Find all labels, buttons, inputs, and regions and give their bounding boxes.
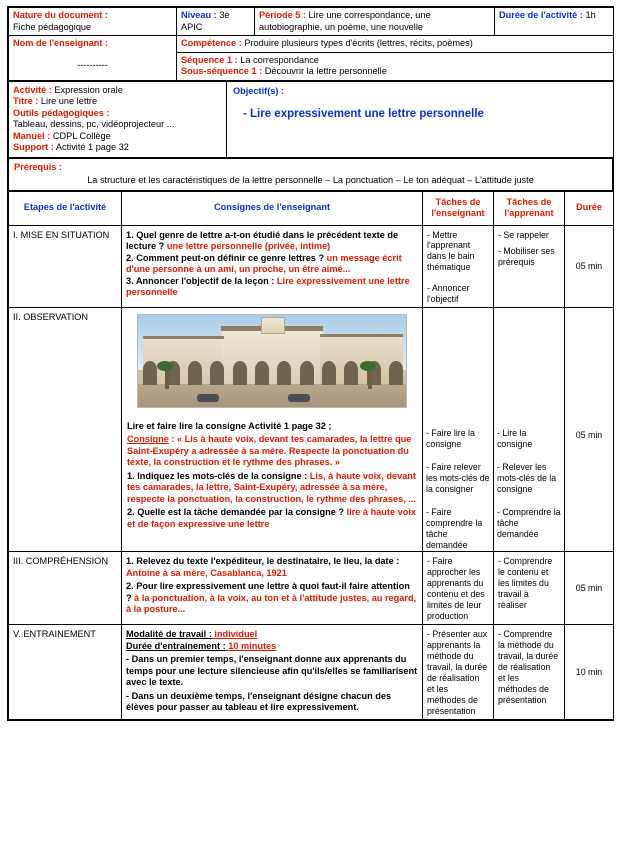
task-item: - Présenter aux apprenants la méthode du travail, la durée de réalisation et les méthodes de présentation bbox=[427, 629, 488, 717]
task-item: - Faire relever les mots-clés de la consigner bbox=[426, 462, 490, 495]
competence-cell bbox=[177, 36, 613, 52]
duration-cell bbox=[495, 8, 614, 36]
support-label: Support : bbox=[13, 142, 54, 152]
table-row bbox=[9, 308, 614, 552]
period-value: Lire une correspondance, une autobiographie, un poème, une nouvelle bbox=[259, 10, 431, 32]
instruction-answer: une lettre personnelle (privée, intime) bbox=[166, 241, 331, 251]
stage-name-entrainement: V. ENTRAINEMENT bbox=[9, 625, 122, 720]
competence-block bbox=[177, 36, 614, 81]
photo-roof-left bbox=[143, 336, 223, 340]
teacher-name-cell bbox=[9, 36, 177, 58]
task-item: - Comprendre la méthode du travail, la durée de réalisation et les méthodes de présentation bbox=[498, 629, 559, 706]
competence-table bbox=[177, 36, 613, 80]
task-item: - Faire approcher les apprenants du contenu et des limites de leur production bbox=[427, 556, 485, 622]
photo-car bbox=[288, 394, 310, 402]
instruction-num: 2. bbox=[126, 581, 137, 592]
photo-arch bbox=[210, 361, 224, 385]
task-item: - Faire comprendre la tâche demandée bbox=[426, 507, 483, 551]
doc-type-value: Fiche pédagogique bbox=[13, 21, 92, 32]
teacher-name-label: Nom de l'enseignant : bbox=[13, 38, 109, 48]
table-row bbox=[9, 225, 614, 308]
table-row bbox=[9, 552, 614, 625]
instruction-text: Quelle est la tâche demandée par la consigne ? bbox=[137, 507, 347, 518]
sequence-row bbox=[177, 52, 613, 80]
prerequisites-table bbox=[8, 158, 613, 191]
task-item: - Comprendre la tâche demandée bbox=[497, 507, 561, 540]
prerequisites-label: Prérequis : bbox=[14, 161, 62, 172]
duration-entrainement: 10 min bbox=[565, 625, 614, 720]
instruction-text: Comment peut-on définir ce genre lettres ? bbox=[136, 252, 327, 263]
training-duration-value: 10 minutes bbox=[225, 640, 277, 651]
duration-value: 05 min bbox=[575, 430, 603, 441]
photo-building-square bbox=[137, 314, 407, 408]
work-mode-value: individuel bbox=[211, 629, 258, 640]
photo-ground bbox=[138, 384, 406, 408]
teacher-name-value-cell bbox=[9, 58, 177, 80]
subsequence-label: Sous-séquence 1 : bbox=[181, 66, 263, 76]
training-step: - Dans un deuxième temps, l'enseignant désigne chacun des élèves pour passer au tableau et lire expressivement. bbox=[126, 690, 392, 713]
instruction-answer: Lis, à haute voix, devant tes camarades, la lettre, Saint-Exupéry, adressée à sa mère, respecte la ponctuation, la construction, le rythme des phrases, ... bbox=[127, 470, 416, 504]
instructions-observation bbox=[122, 308, 423, 552]
instruction-answer: Lire expressivement une lettre personnelle bbox=[126, 275, 410, 297]
consigne-label: Consigne bbox=[127, 434, 169, 445]
instructions-entrainement bbox=[122, 625, 423, 720]
task-item: - Annoncer l'objectif bbox=[427, 283, 470, 305]
spacer bbox=[423, 308, 493, 428]
sequence-label: Séquence 1 : bbox=[181, 54, 238, 65]
activity-objective-table bbox=[8, 81, 614, 158]
instruction-num: 1. bbox=[126, 556, 137, 567]
manual-value: CDPL Collège bbox=[52, 130, 111, 141]
lesson-stages-table bbox=[8, 191, 614, 721]
training-step: - Dans un premier temps, l'enseignant donne aux apprenants du temps pour une lecture silencieuse afin qu'ils/elles se familiarisent avec le texte. bbox=[126, 654, 418, 688]
duration-comprehension: 05 min bbox=[565, 552, 614, 625]
teacher-tasks-mise-en-situation bbox=[423, 225, 494, 308]
header-instructions: Consignes de l'enseignant bbox=[122, 191, 423, 225]
observation-caption: Lire et faire lire la consigne Activité 1 page 32 ; bbox=[127, 420, 332, 431]
task-item: - Mobiliser ses prérequis bbox=[498, 246, 555, 268]
competence-label: Compétence : bbox=[181, 38, 242, 48]
competence-row bbox=[177, 36, 613, 52]
activity-value: Expression orale bbox=[54, 84, 123, 95]
task-item: - Faire lire la consigne bbox=[426, 428, 475, 450]
observation-text bbox=[122, 417, 422, 535]
learner-tasks-comprehension bbox=[494, 552, 565, 625]
header-stages: Etapes de l'activité bbox=[9, 191, 122, 225]
doc-type-label: Nature du document : bbox=[13, 10, 108, 20]
instruction-answer: un message écrit d'une personne à un ami, un proche, un être aimé... bbox=[126, 252, 402, 274]
instruction-num: 2. bbox=[126, 252, 137, 263]
photo-arch bbox=[277, 361, 291, 385]
photo-arch bbox=[188, 361, 202, 385]
photo-arch bbox=[143, 361, 157, 385]
instruction-num: 3. bbox=[126, 275, 136, 286]
photo-arch bbox=[255, 361, 269, 385]
task-item: - Mettre l'apprenant dans le bain thématique bbox=[427, 229, 475, 273]
duration-value: 1h bbox=[585, 10, 596, 20]
title-label: Titre : bbox=[13, 96, 39, 106]
photo-roof-right bbox=[320, 334, 403, 338]
manual-label: Manuel : bbox=[13, 130, 51, 141]
illustration-photo bbox=[122, 308, 422, 417]
instruction-num: 1. bbox=[127, 470, 138, 481]
instruction-text: Pour lire expressivement une lettre à quoi faut-il faire attention ? bbox=[126, 581, 410, 603]
title-value: Lire une lettre bbox=[40, 96, 98, 106]
instruction-text: Annoncer l'objectif de la leçon : bbox=[135, 275, 277, 286]
stage-name-observation: II. OBSERVATION bbox=[9, 308, 122, 552]
learner-tasks-entrainement bbox=[494, 625, 565, 720]
header-learner-tasks: Tâches de l'apprenant bbox=[494, 191, 565, 225]
instruction-text: Quel genre de lettre a-t-on étudié dans le précédent texte de lecture ? bbox=[126, 229, 399, 251]
instruction-text: Indiquez les mots-clés de la consigne : bbox=[137, 470, 310, 481]
consigne-text: : « Lis à haute voix, devant tes camarades, la lettre que Saint-Exupéry a adressée à sa mère. Respecte la ponctuation du texte, la construction et le rythme des phrases. » bbox=[127, 434, 412, 468]
doc-type-cell bbox=[9, 8, 177, 36]
header-duration: Durée bbox=[565, 191, 614, 225]
photo-arch bbox=[389, 361, 403, 385]
photo-arch bbox=[322, 361, 336, 385]
teacher-tasks-comprehension bbox=[423, 552, 494, 625]
work-mode-label: Modalité de travail : bbox=[126, 629, 212, 640]
stage-name-comprehension: III. COMPRÉHENSION bbox=[9, 552, 122, 625]
level-cell bbox=[177, 8, 255, 36]
activity-label: Activité : bbox=[13, 84, 52, 95]
task-item: - Se rappeler bbox=[498, 229, 549, 240]
header-teacher-tasks: Tâches de l'enseignant bbox=[423, 191, 494, 225]
instructions-mise-en-situation bbox=[122, 225, 423, 308]
instruction-num: 1. bbox=[126, 229, 137, 240]
task-item: - Lire la consigne bbox=[497, 428, 533, 450]
sequence-value: La correspondance bbox=[240, 54, 319, 65]
instruction-answer: Antoine à sa mère, Casablanca, 1921 bbox=[126, 567, 287, 578]
level-value: 3è APIC bbox=[181, 10, 230, 32]
spacer bbox=[494, 308, 564, 428]
learner-tasks-mise-en-situation bbox=[494, 225, 565, 308]
photo-car bbox=[197, 394, 219, 402]
training-duration-label: Durée d'entrainement : bbox=[126, 640, 226, 651]
task-item: - Relever les mots-clés de la consigne bbox=[497, 462, 557, 495]
objective-label: Objectif(s) : bbox=[233, 85, 285, 96]
prerequisites-value: La structure et les caractéristiques de la lettre personnelle – La ponctuation – Le ton adéquat – L'attitude juste bbox=[87, 175, 534, 185]
document-meta-table bbox=[8, 7, 614, 81]
photo-palm-trunk bbox=[165, 369, 169, 389]
support-value: Activité 1 page 32 bbox=[55, 142, 129, 152]
instruction-answer: à la ponctuation, à la voix, au ton et à l'attitude justes, au regard, à la posture... bbox=[126, 592, 417, 615]
table-row bbox=[9, 625, 614, 720]
activity-info-cell bbox=[9, 81, 227, 157]
subsequence-value: Découvrir la lettre personnelle bbox=[264, 66, 387, 76]
stage-name-mise-en-situation: I. MISE EN SITUATION bbox=[9, 225, 122, 308]
teacher-name-value: ---------- bbox=[77, 59, 108, 70]
tools-value: Tableau, dessins, pc, vidéoprojecteur ... bbox=[13, 119, 175, 129]
duration-observation bbox=[565, 308, 614, 552]
objective-value: - Lire expressivement une lettre personnelle bbox=[243, 108, 484, 120]
learner-tasks-observation bbox=[494, 308, 565, 552]
prerequisites-row bbox=[9, 158, 613, 190]
tools-label: Outils pédagogiques : bbox=[13, 107, 110, 118]
teacher-tasks-observation bbox=[423, 308, 494, 552]
teacher-tasks-entrainement bbox=[423, 625, 494, 720]
photo-arch bbox=[344, 361, 358, 385]
instruction-text: Relevez du texte l'expéditeur, le destinataire, le lieu, la date : bbox=[136, 556, 400, 567]
spacer bbox=[565, 308, 613, 430]
period-cell bbox=[255, 8, 495, 36]
instructions-comprehension bbox=[122, 552, 423, 625]
objective-cell bbox=[227, 81, 614, 157]
level-label: Niveau : bbox=[181, 10, 217, 20]
lesson-plan-document bbox=[7, 6, 614, 721]
instruction-num: 2. bbox=[127, 507, 138, 518]
duration-label: Durée de l'activité : bbox=[499, 10, 583, 20]
activity-objective-row bbox=[9, 81, 614, 157]
photo-arch bbox=[233, 361, 247, 385]
photo-palm-crown bbox=[157, 361, 173, 371]
meta-row-doctype bbox=[9, 8, 614, 36]
duration-mise-en-situation: 05 min bbox=[565, 225, 614, 308]
photo-palm-crown bbox=[360, 361, 376, 371]
table-header-row bbox=[9, 191, 614, 225]
photo-palm-trunk bbox=[368, 369, 372, 389]
photo-arch bbox=[300, 361, 314, 385]
competence-value: Produire plusieurs types d'écrits (lettres, récits, poèmes) bbox=[244, 38, 473, 48]
sequence-cell bbox=[177, 52, 613, 80]
photo-tower bbox=[261, 317, 284, 334]
instruction-answer: lire à haute voix et de façon expressive une lettre bbox=[127, 507, 417, 529]
prerequisites-cell bbox=[9, 158, 613, 190]
period-label: Période 5 : bbox=[259, 10, 306, 20]
task-item: - Comprendre le contenu et les limites du travail à réaliser bbox=[498, 556, 553, 611]
